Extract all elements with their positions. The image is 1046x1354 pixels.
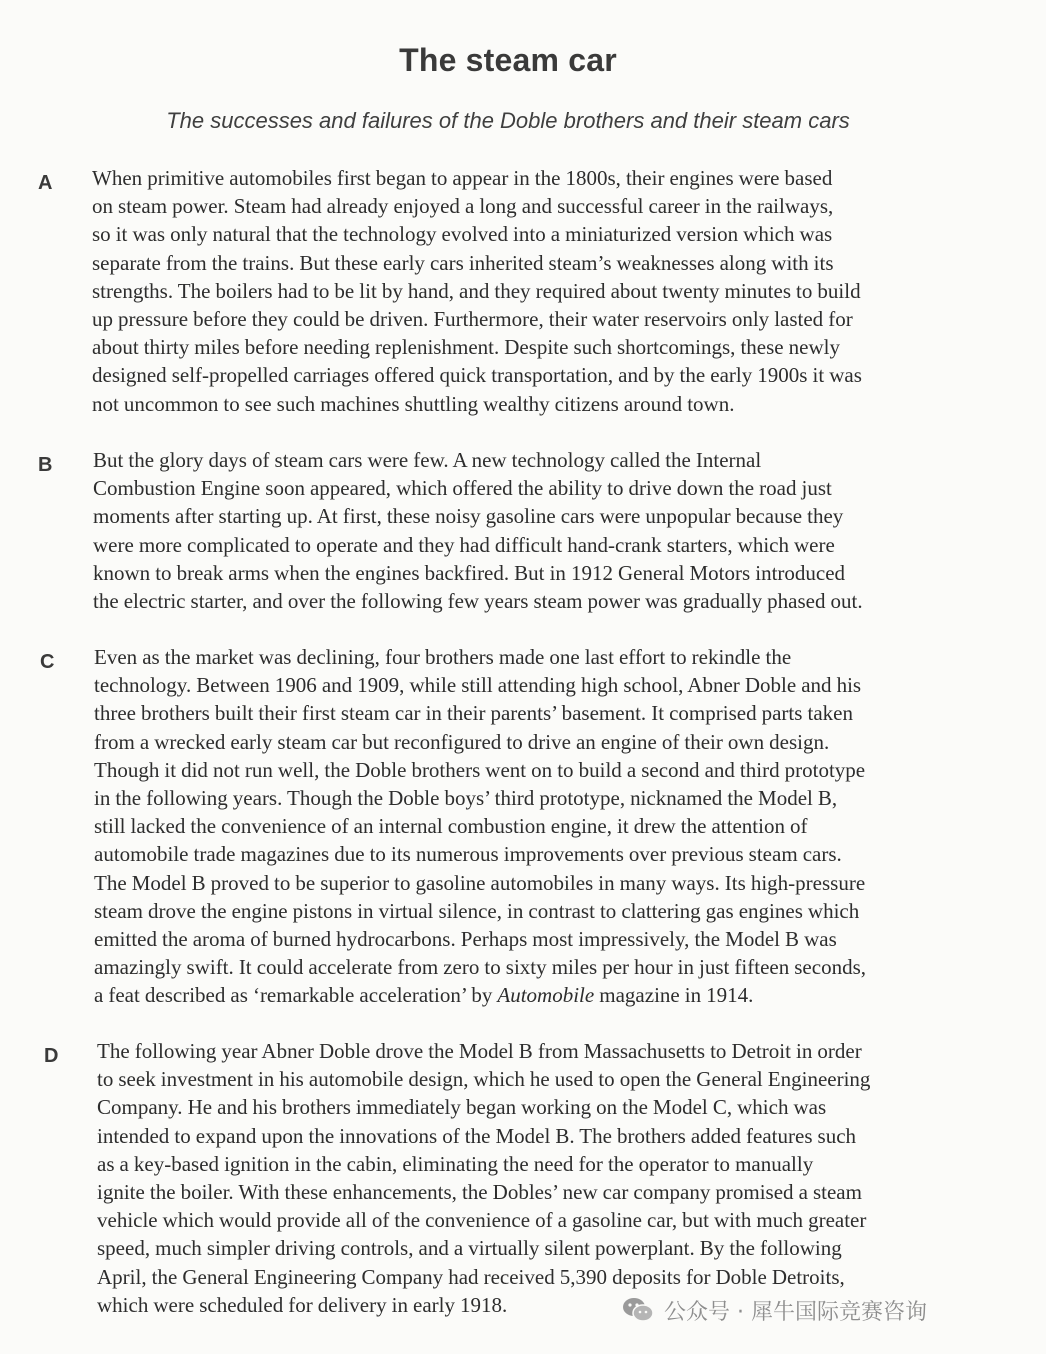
text-line: intended to expand upon the innovations of the Model B. The brothers added features such xyxy=(97,1123,857,1148)
text-line: strengths. The boilers had to be lit by hand, and they required about twenty minutes to build xyxy=(92,278,861,303)
watermark xyxy=(622,1294,927,1326)
text-line: technology. Between 1906 and 1909, while still attending high school, Abner Doble and his xyxy=(94,673,862,698)
text-line: When primitive automobiles first began to appear in the 1800s, their engines were based xyxy=(92,166,833,190)
text-line: vehicle which would provide all of the convenience of a gasoline car, but with much greater xyxy=(97,1208,867,1233)
text-line: The following year Abner Doble drove the Model B from Massachusetts to Detroit in order xyxy=(97,1039,862,1063)
text-line: three brothers built their first steam car in their parents’ basement. It comprised parts taken xyxy=(94,701,853,726)
text-line: were more complicated to operate and they had difficult hand-crank starters, which were xyxy=(93,532,835,557)
text-line: as a key-based ignition in the cabin, eliminating the need for the operator to manually xyxy=(97,1151,814,1176)
text-line: up pressure before they could be driven. Furthermore, their water reservoirs only lasted for xyxy=(92,307,853,332)
text-line: Even as the market was declining, four brothers made one last effort to rekindle the xyxy=(94,645,792,669)
watermark-text: 公众号 · 犀牛国际竞赛咨询 xyxy=(664,1299,927,1325)
paragraph-label-c: C xyxy=(40,651,55,673)
text-line: steam drove the engine pistons in virtual silence, in contrast to clattering gas engines which xyxy=(94,898,860,923)
text-line: moments after starting up. At first, these noisy gasoline cars were unpopular because they xyxy=(93,504,844,529)
text-line: from a wrecked early steam car but reconfigured to drive an engine of their own design. xyxy=(94,729,830,754)
text-line: speed, much simpler driving controls, and a virtually silent powerplant. By the following xyxy=(97,1236,842,1261)
text-line: automobile trade magazines due to its numerous improvements over previous steam cars. xyxy=(94,842,842,867)
paragraph-label-d: D xyxy=(44,1045,59,1067)
text-line: not uncommon to see such machines shuttling wealthy citizens around town. xyxy=(92,391,735,416)
text-line: to seek investment in his automobile design, which he used to open the General Engineering xyxy=(97,1067,871,1092)
text-line: known to break arms when the engines backfired. But in 1912 General Motors introduced xyxy=(93,560,846,585)
paragraph-label-b: B xyxy=(38,454,53,476)
text-line: designed self-propelled carriages offered quick transportation, and by the early 1900s it was xyxy=(92,363,862,388)
text-line: on steam power. Steam had already enjoyed a long and successful career in the railways, xyxy=(92,194,834,219)
text-line: The Model B proved to be superior to gasoline automobiles in many ways. Its high-pressure xyxy=(94,870,866,895)
text-line: April, the General Engineering Company had received 5,390 deposits for Doble Detroits, xyxy=(97,1264,845,1289)
text-line: still lacked the convenience of an internal combustion engine, it drew the attention of xyxy=(94,814,808,839)
text-line: ignite the boiler. With these enhancements, the Dobles’ new car company promised a steam xyxy=(97,1180,862,1205)
text-line: the electric starter, and over the following few years steam power was gradually phased out. xyxy=(93,589,863,614)
text-line: Company. He and his brothers immediately began working on the Model C, which was xyxy=(97,1095,827,1120)
paragraph-a xyxy=(92,164,862,418)
paragraph-b xyxy=(93,446,863,615)
text-line: in the following years. Though the Doble boys’ third prototype, nicknamed the Model B, xyxy=(94,786,838,811)
magazine-title: Automobile xyxy=(497,983,595,1008)
text-line: Combustion Engine soon appeared, which offered the ability to drive down the road just xyxy=(93,476,832,501)
wechat-icon xyxy=(622,1297,654,1323)
paragraph-d xyxy=(97,1037,870,1319)
text-line-last xyxy=(94,981,866,1009)
text-fragment: a feat described as ‘remarkable acceleration’ by xyxy=(94,983,498,1008)
text-fragment: magazine in 1914. xyxy=(594,983,754,1008)
text-line: which were scheduled for delivery in early 1918. xyxy=(97,1292,508,1317)
paragraph-label-a: A xyxy=(38,172,53,194)
text-line: Though it did not run well, the Doble brothers went on to build a second and third prototype xyxy=(94,757,866,782)
page-title: The steam car xyxy=(399,42,617,78)
page-subtitle: The successes and failures of the Doble brothers and their steam cars xyxy=(166,108,850,133)
text-line: separate from the trains. But these early cars inherited steam’s weaknesses along with its xyxy=(92,250,834,275)
paragraph-c xyxy=(94,643,866,1010)
text-line: about thirty miles before needing replenishment. Despite such shortcomings, these newly xyxy=(92,335,840,360)
text-line: amazingly swift. It could accelerate from zero to sixty miles per hour in just fifteen seconds, xyxy=(94,955,867,980)
text-line: so it was only natural that the technology evolved into a miniaturized version which was xyxy=(92,222,833,247)
text-line: emitted the aroma of burned hydrocarbons. Perhaps most impressively, the Model B was xyxy=(94,927,837,952)
text-line: But the glory days of steam cars were few. A new technology called the Internal xyxy=(93,448,762,472)
